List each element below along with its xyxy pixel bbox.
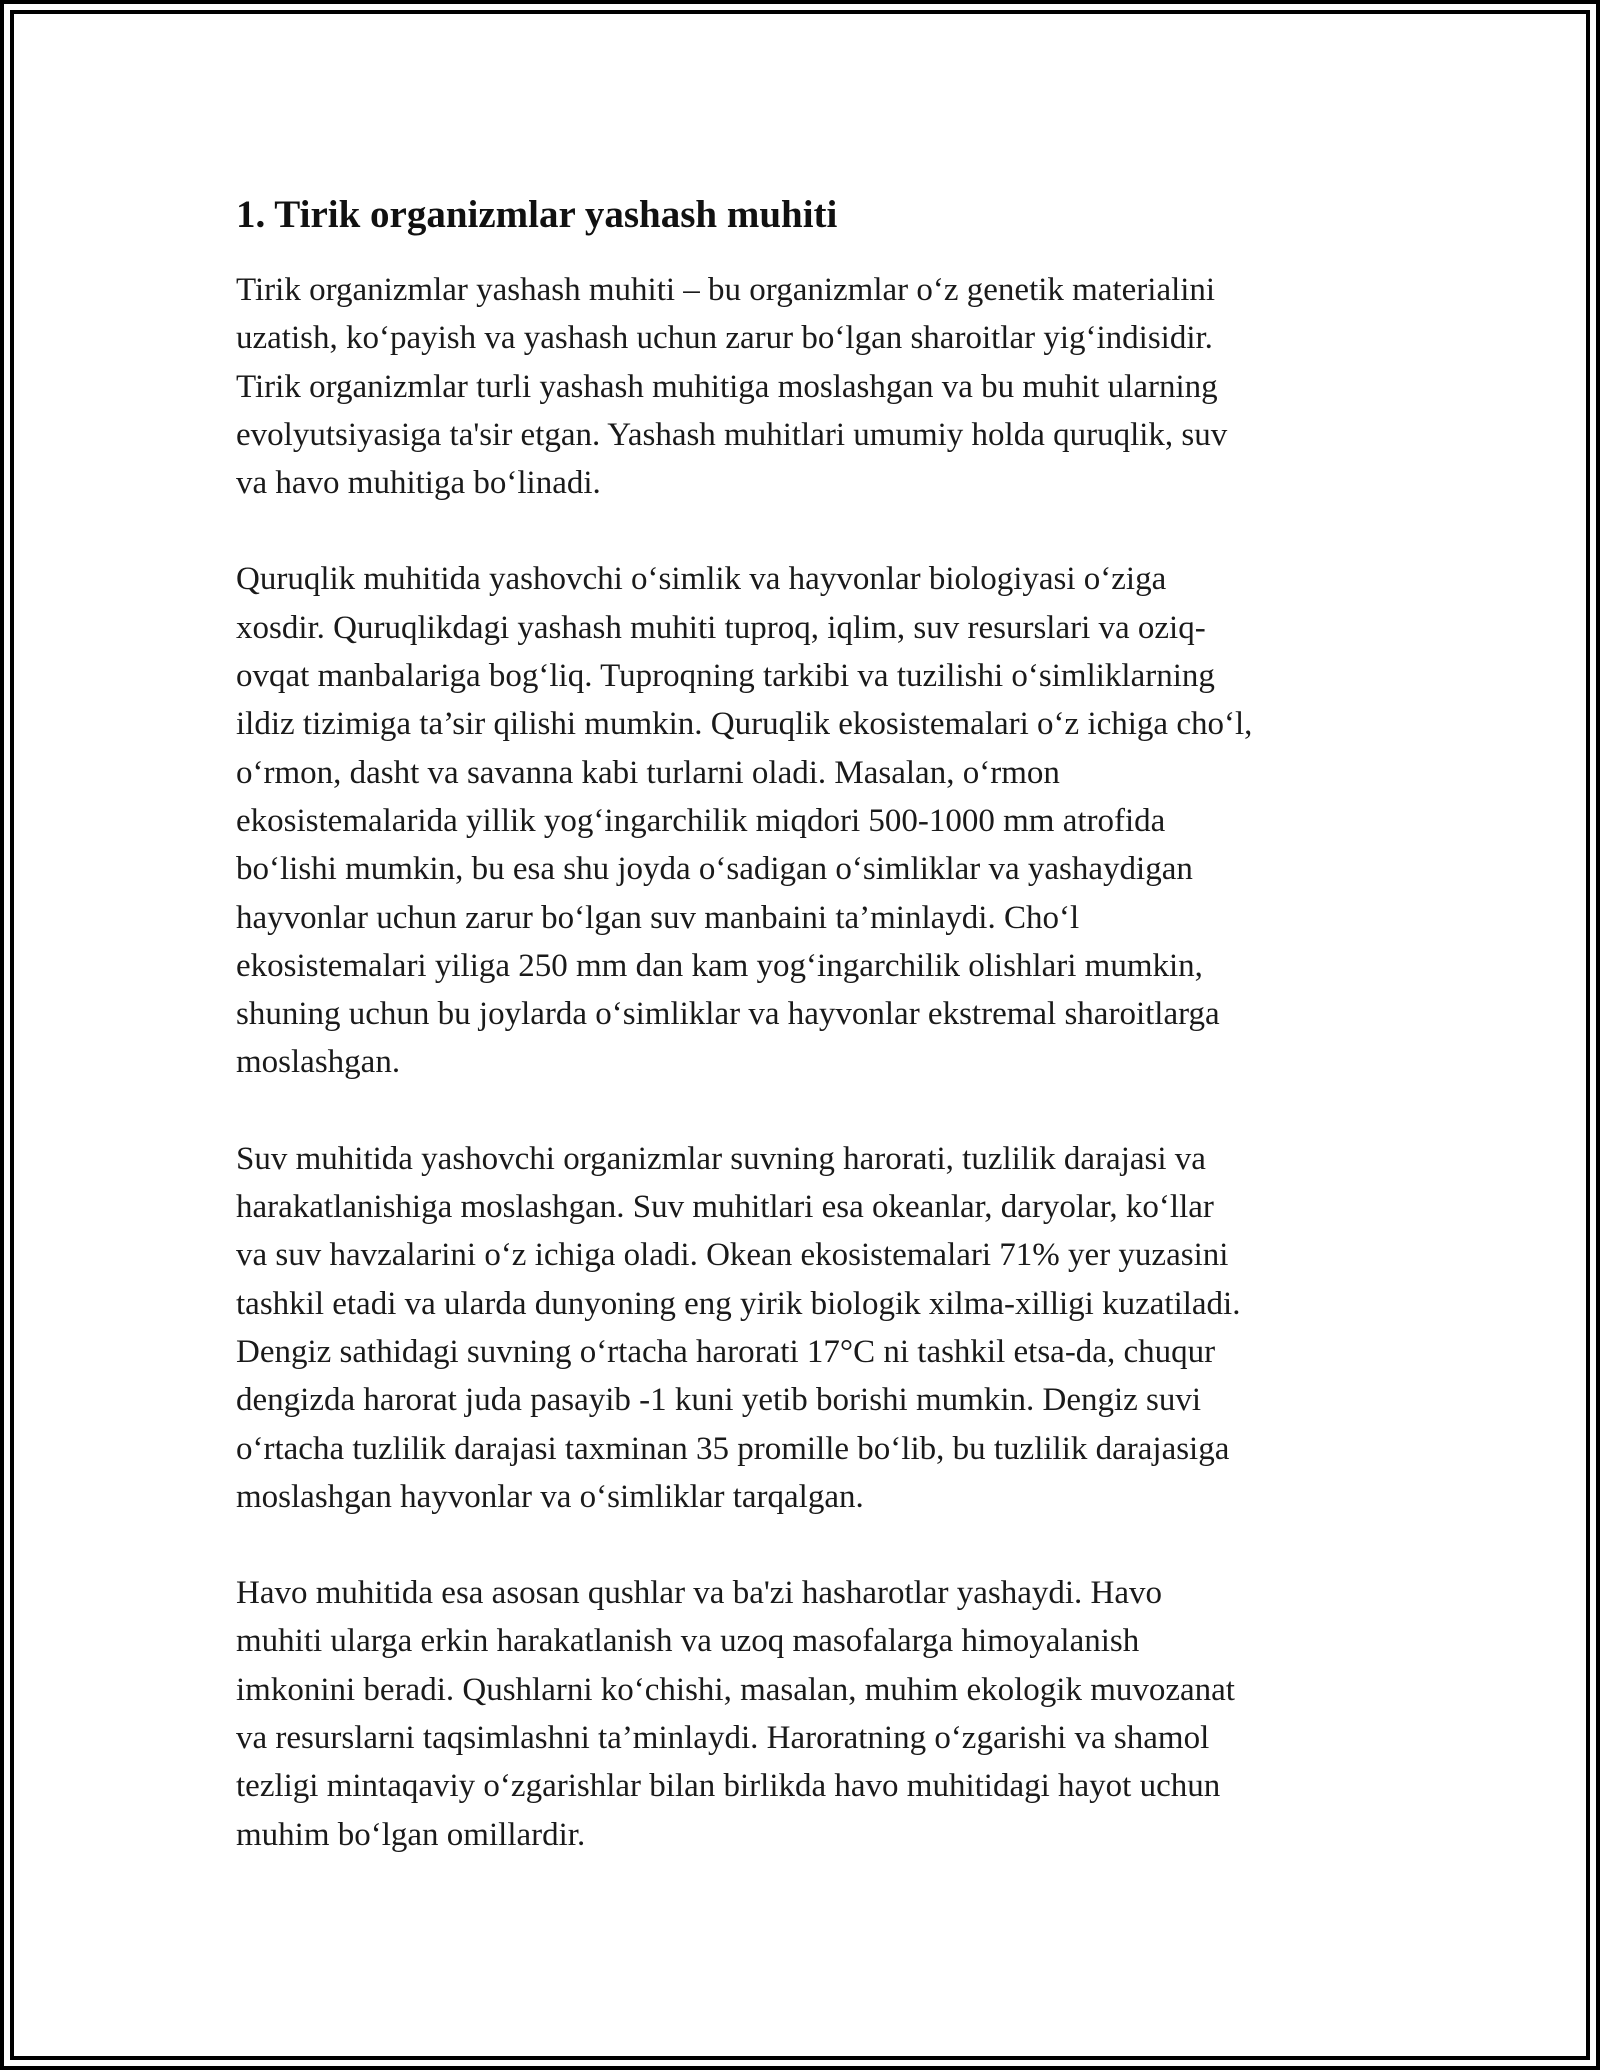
- text-line: moslashgan hayvonlar va o‘simliklar tarqalgan.: [236, 1478, 864, 1515]
- text-line: hayvonlar uchun zarur bo‘lgan suv manbaini ta’minlaydi. Cho‘l: [236, 899, 1080, 936]
- text-line: Dengiz sathidagi suvning o‘rtacha harorati 17°C ni tashkil etsa-da, chuqur: [236, 1333, 1216, 1370]
- paragraph-air: [236, 1569, 1376, 1859]
- section-heading: 1. Tirik organizmlar yashash muhiti: [236, 193, 838, 236]
- text-line: o‘rmon, dasht va savanna kabi turlarni oladi. Masalan, o‘rmon: [236, 754, 1060, 791]
- text-line: va suv havzalarini o‘z ichiga oladi. Okean ekosistemalari 71% yer yuzasini: [236, 1237, 1229, 1274]
- text-line: ildiz tizimiga ta’sir qilishi mumkin. Quruqlik ekosistemalari o‘z ichiga cho‘l,: [236, 706, 1253, 743]
- paragraph-land: [236, 555, 1376, 1086]
- text-line: tashkil etadi va ularda dunyoning eng yirik biologik xilma-xilligi kuzatiladi.: [236, 1285, 1241, 1322]
- text-line: Havo muhitida esa asosan qushlar va ba'zi hasharotlar yashaydi. Havo: [236, 1575, 1162, 1612]
- paragraph-water: [236, 1135, 1376, 1521]
- paragraph-intro: [236, 266, 1376, 507]
- text-line: dengizda harorat juda pasayib -1 kuni yetib borishi mumkin. Dengiz suvi: [236, 1382, 1202, 1419]
- text-line: moslashgan.: [236, 1044, 401, 1081]
- text-line: muhiti ularga erkin harakatlanish va uzoq masofalarga himoyalanish: [236, 1623, 1140, 1660]
- text-line: ekosistemalarida yillik yog‘ingarchilik miqdori 500-1000 mm atrofida: [236, 802, 1166, 839]
- text-line: ekosistemalari yiliga 250 mm dan kam yog‘ingarchilik olishlari mumkin,: [236, 947, 1203, 984]
- text-line: va havo muhitiga bo‘linadi.: [236, 465, 601, 502]
- text-line: tezligi mintaqaviy o‘zgarishlar bilan birlikda havo muhitidagi hayot uchun: [236, 1768, 1221, 1805]
- text-line: shuning uchun bu joylarda o‘simliklar va hayvonlar ekstremal sharoitlarga: [236, 996, 1220, 1033]
- text-line: muhim bo‘lgan omillardir.: [236, 1816, 586, 1853]
- text-line: evolyutsiyasiga ta'sir etgan. Yashash muhitlari umumiy holda quruqlik, suv: [236, 416, 1228, 453]
- text-line: Quruqlik muhitida yashovchi o‘simlik va hayvonlar biologiyasi o‘ziga: [236, 561, 1167, 598]
- text-line: Tirik organizmlar yashash muhiti – bu organizmlar o‘z genetik materialini: [236, 272, 1216, 308]
- text-line: Suv muhitida yashovchi organizmlar suvning harorati, tuzlilik darajasi va: [236, 1140, 1206, 1177]
- text-line: ovqat manbalariga bog‘liq. Tuproqning tarkibi va tuzilishi o‘simliklarning: [236, 658, 1215, 695]
- text-line: va resurslarni taqsimlashni ta’minlaydi. Haroratning o‘zgarishi va shamol: [236, 1720, 1210, 1757]
- text-line: harakatlanishiga moslashgan. Suv muhitlari esa okeanlar, daryolar, ko‘llar: [236, 1189, 1214, 1226]
- text-line: bo‘lishi mumkin, bu esa shu joyda o‘sadigan o‘simliklar va yashaydigan: [236, 851, 1193, 888]
- text-line: o‘rtacha tuzlilik darajasi taxminan 35 promille bo‘lib, bu tuzlilik darajasiga: [236, 1430, 1230, 1467]
- text-line: uzatish, ko‘payish va yashash uchun zarur bo‘lgan sharoitlar yig‘indisidir.: [236, 320, 1213, 357]
- text-line: Tirik organizmlar turli yashash muhitiga moslashgan va bu muhit ularning: [236, 368, 1218, 405]
- text-line: imkonini beradi. Qushlarni ko‘chishi, masalan, muhim ekologik muvozanat: [236, 1671, 1235, 1708]
- text-line: xosdir. Quruqlikdagi yashash muhiti tuproq, iqlim, suv resurslari va oziq-: [236, 609, 1206, 646]
- document-body: [236, 186, 1376, 1907]
